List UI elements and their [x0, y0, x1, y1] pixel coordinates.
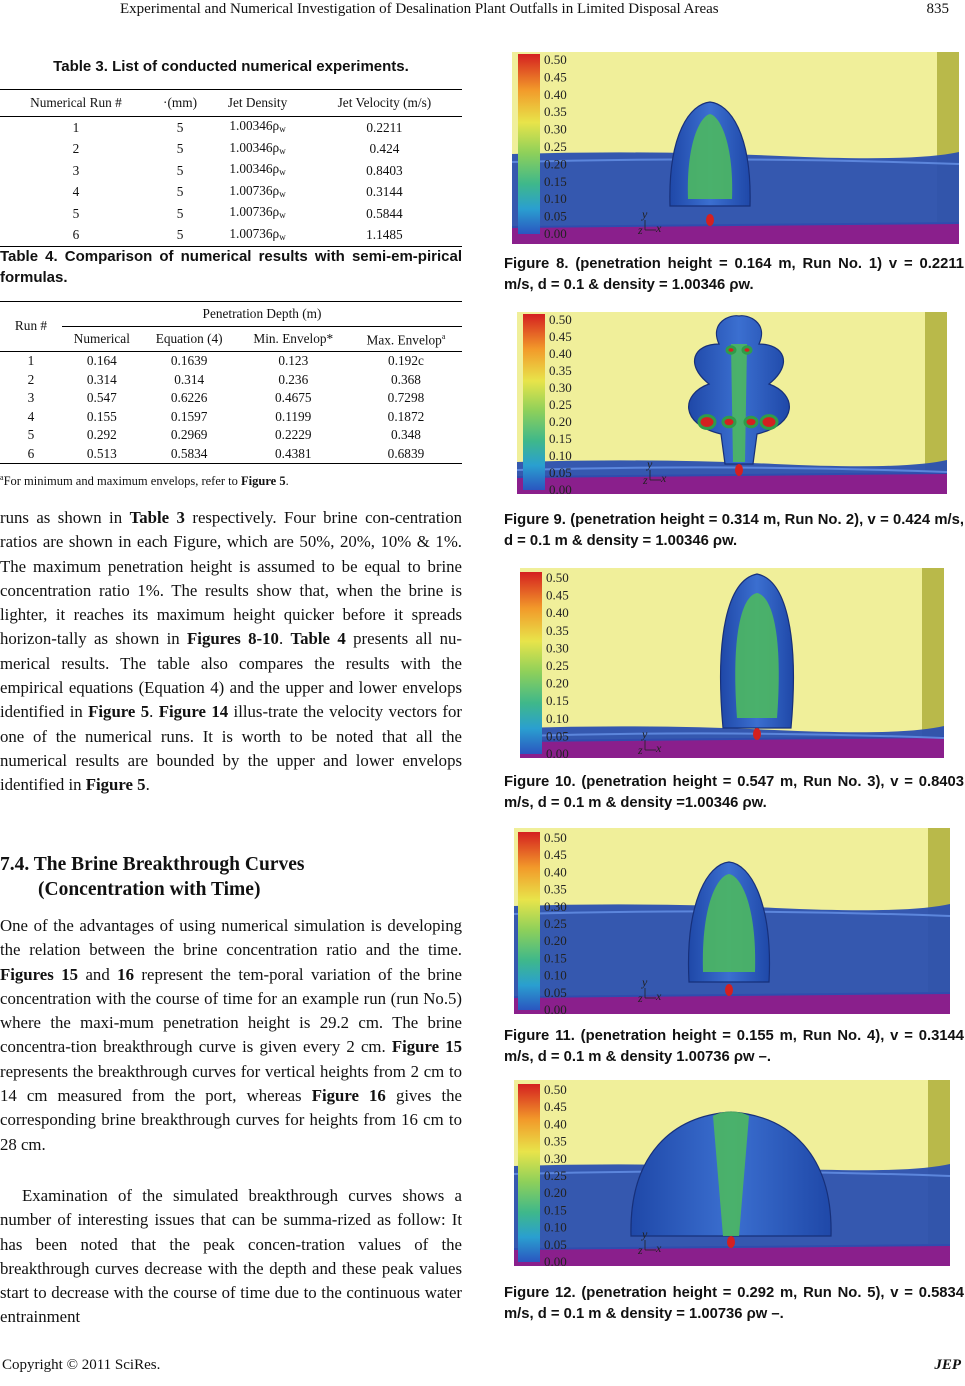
figure-reference: Figure 5	[88, 702, 150, 722]
table4	[0, 301, 462, 464]
table-cell: 2	[27, 371, 35, 387]
table-row	[0, 371, 462, 390]
axis-x-label: x	[656, 221, 662, 235]
colorbar-tick-label: 0.25	[549, 397, 572, 412]
figure-11-caption: Figure 11. (penetration height = 0.155 m, Run No. 4), v = 0.3144 m/s, d = 0.1 m & density 1.00736 ρw –.	[504, 1028, 964, 1065]
axis-y-label: y	[642, 207, 648, 221]
table-cell: 5	[27, 427, 35, 442]
table-cell: 0.2229	[274, 427, 312, 442]
figure-8-image	[512, 52, 959, 244]
body-paragraph-1	[0, 506, 462, 798]
axis-y-label: y	[642, 727, 648, 741]
axis-y-label: y	[642, 1227, 648, 1241]
colorbar-tick-label: 0.20	[546, 675, 569, 691]
figure-reference: Figures 8-10	[187, 629, 279, 649]
figure-reference: Figure 14	[158, 702, 229, 722]
table-cell: 0.1639	[170, 353, 208, 368]
figure-reference: Figures 15	[0, 964, 79, 984]
axis-z-label: z	[638, 991, 643, 1005]
colorbar-tick-label: 0.50	[544, 52, 567, 67]
axis-x-label: x	[656, 989, 662, 1003]
colorbar	[520, 572, 542, 754]
jet-port	[706, 214, 714, 226]
concentration-blob	[723, 417, 735, 427]
colorbar-tick-label: 0.05	[544, 984, 567, 1000]
table-cell: 5	[176, 119, 184, 135]
text-run: illus-trate the velocity vectors for one of the numerical runs. It is worth to be noted that all the numerical results are bounded by the upper and lower envelops identified in	[0, 702, 462, 795]
table-cell: 6	[27, 445, 35, 461]
text-run: respectively. Four brine con-centration ratios are shown in each Figure, which are 50%, 20%, 10% & 1%. The maximum penetration height is assumed to be equal to brine concentration ratio 1%. The results show that, when the brine is lighter, it reaches its maximum height quicker before it spreads horizon-tally as shown in	[0, 508, 462, 649]
axis-y-label: y	[647, 457, 653, 471]
table-cell: 0.292	[86, 427, 117, 442]
text-run: represent the tem-poral variation of the brine concentration with the course of time for an example run (run No.5) where the maxi-mum penetration height is 29.2 cm. The brine concentra-tion breakthrough curve is given every 2 cm.	[0, 964, 463, 1057]
table-cell: 0.424	[369, 141, 400, 156]
table-cell: 3	[72, 162, 80, 178]
colorbar-tick-label: 0.35	[544, 104, 567, 120]
table-cell: $1.00346\rho_w$	[229, 139, 286, 156]
colorbar-tick-label: 0.05	[546, 728, 569, 744]
colorbar	[518, 1084, 540, 1262]
table-cell: 5	[176, 162, 184, 178]
colorbar-tick-label: 0.10	[544, 967, 567, 983]
colorbar-tick-label: 0.00	[546, 746, 569, 758]
table-cell: 5	[72, 205, 80, 221]
text-run: .	[145, 775, 150, 795]
colorbar-tick-label: 0.00	[544, 226, 567, 241]
jet-port	[727, 1236, 735, 1248]
figure-10-image	[520, 568, 944, 758]
table-cell: 0.3144	[366, 184, 403, 199]
figure-reference: Figure 16	[311, 1086, 386, 1106]
text-run: .	[149, 702, 159, 722]
colorbar	[518, 54, 540, 234]
table3-col-run: Numerical Run #	[30, 95, 122, 110]
table4-caption: Table 4. Comparison of numerical results with semi-em-pirical formulas.	[0, 248, 462, 286]
colorbar-tick-label: 0.50	[544, 1082, 567, 1097]
table4-group-header: Penetration Depth (m)	[62, 302, 462, 327]
table3-col-density: Jet Density	[227, 94, 288, 110]
table4-footnote-ref: Figure 5	[241, 474, 286, 489]
table-cell: 0.123	[278, 353, 309, 368]
concentration-blob	[743, 347, 751, 353]
side-wall	[922, 568, 944, 750]
colorbar-tick-label: 0.30	[544, 1150, 567, 1166]
table-cell: 0.2969	[170, 427, 208, 442]
table4-footnote-sup: a	[0, 473, 4, 482]
colorbar-tick-label: 0.10	[546, 710, 569, 726]
colorbar-tick-label: 0.40	[544, 86, 567, 102]
concentration-blob	[727, 347, 735, 353]
colorbar-tick-label: 0.20	[549, 414, 572, 429]
colorbar-tick-label: 0.45	[546, 587, 569, 603]
body-paragraph-3	[0, 1184, 462, 1330]
figure-reference: Table 4	[290, 629, 346, 649]
colorbar-tick-label: 0.50	[544, 830, 567, 845]
table-cell: $1.00346\rho_w$	[229, 161, 286, 177]
body-paragraph-2	[0, 914, 462, 1157]
table-cell: 0.1199	[275, 408, 312, 424]
figure-8-caption: Figure 8. (penetration height = 0.164 m, Run No. 1) v = 0.2211 m/s, d = 0.1 & density = 1.00346 ρw.	[504, 256, 964, 293]
colorbar	[523, 314, 545, 490]
table-cell: 0.314	[174, 371, 205, 387]
table-cell: 5	[176, 141, 184, 156]
colorbar-tick-label: 0.35	[544, 1133, 567, 1149]
page-number: 835	[926, 1, 949, 17]
axis-y-label: y	[642, 975, 648, 989]
table-cell: 0.7298	[387, 390, 425, 405]
figure-12-image	[514, 1080, 950, 1266]
table-cell: 3	[27, 390, 35, 405]
concentration-blob	[745, 417, 757, 427]
colorbar-tick-label: 0.25	[544, 916, 567, 931]
colorbar-tick-label: 0.25	[546, 658, 569, 673]
table3	[0, 89, 462, 247]
table-row	[0, 426, 462, 445]
table-cell: 6	[72, 227, 80, 242]
colorbar-tick-label: 0.35	[549, 363, 572, 378]
colorbar-tick-label: 0.45	[544, 1099, 567, 1115]
colorbar-tick-label: 0.05	[544, 208, 567, 224]
colorbar-tick-label: 0.30	[549, 380, 572, 395]
concentration-blob	[761, 416, 777, 429]
colorbar-tick-label: 0.25	[544, 1168, 567, 1183]
table4-col-max	[350, 327, 462, 352]
section-title-line2: (Concentration with Time)	[38, 879, 261, 900]
table-cell: 0.348	[391, 427, 421, 442]
table-cell: 0.6226	[170, 390, 208, 405]
table-cell: 0.4381	[274, 445, 312, 461]
table4-col-min: Min. Envelop*	[253, 330, 334, 346]
table-cell: 4	[72, 184, 80, 199]
table3-col-diameter: ·(mm)	[163, 94, 198, 110]
axis-x-label: x	[656, 741, 662, 755]
table4-col-max-sup: a	[441, 332, 446, 342]
table-cell: 0.547	[86, 390, 117, 405]
table4-footnote-end: .	[285, 474, 289, 489]
table-cell: 0.5844	[366, 205, 403, 221]
colorbar-tick-label: 0.10	[544, 1219, 567, 1235]
table-row	[0, 117, 462, 139]
colorbar-tick-label: 0.05	[544, 1236, 567, 1252]
colorbar-tick-label: 0.40	[544, 1116, 567, 1132]
table-cell: 0.513	[86, 445, 117, 461]
table-cell: 0.4675	[274, 390, 312, 405]
table-cell: 4	[27, 408, 35, 424]
text-run: .	[278, 629, 291, 649]
figure-reference: 16	[117, 964, 134, 984]
axis-z-label: z	[638, 743, 643, 757]
table-cell: 0.314	[86, 371, 117, 387]
axis-x-label: x	[656, 1241, 662, 1255]
table-row	[0, 160, 462, 182]
colorbar-tick-label: 0.05	[549, 465, 572, 480]
colorbar-tick-label: 0.30	[546, 640, 569, 656]
figure-reference: Table 3	[129, 508, 185, 527]
running-header	[0, 0, 965, 22]
text-run: One of the advantages of using numerical simulation is developing the relation between the brine concentration ratio and the time.	[0, 916, 462, 960]
running-title: Experimental and Numerical Investigation of Desalination Plant Outfalls in Limited Disposal Areas	[120, 1, 719, 17]
colorbar	[518, 832, 540, 1010]
text-run: and	[78, 964, 118, 984]
text-run: Examination of the simulated breakthrough curves shows a number of interesting issues that can be summa-rized as follow: It has been noted that the peak concen-tration values of the breakthrough curves decrease with the depth and these peak values start to decrease with the course of time due to the continuous water entrainment	[0, 1186, 462, 1327]
colorbar-tick-label: 0.40	[544, 864, 567, 880]
colorbar-tick-label: 0.00	[544, 1002, 567, 1014]
text-run: gives the corresponding brine breakthrough curves for heights from 16 cm to 28 cm.	[0, 1086, 462, 1154]
table-cell: 0.236	[278, 371, 309, 387]
text-run: runs as shown in	[0, 508, 130, 527]
table-row	[0, 225, 462, 247]
table4-header-row-1	[0, 302, 462, 327]
table-row	[0, 203, 462, 225]
colorbar-tick-label: 0.00	[549, 482, 572, 494]
section-heading	[0, 852, 462, 902]
table-cell: 5	[176, 227, 184, 242]
section-number: 7.4.	[0, 854, 30, 875]
table-row	[0, 408, 462, 427]
table-cell: $1.00346\rho_w$	[229, 118, 286, 134]
table4-footnote	[0, 473, 462, 489]
colorbar-tick-label: 0.35	[546, 622, 569, 638]
table-cell: 5	[176, 205, 184, 221]
table-cell: 0.192c	[388, 353, 424, 368]
colorbar-tick-label: 0.15	[546, 693, 569, 709]
colorbar-tick-label: 0.15	[549, 431, 572, 446]
table-cell: 0.8403	[366, 162, 403, 178]
journal-abbrev: JEP	[934, 1357, 961, 1373]
colorbar-tick-label: 0.45	[544, 69, 567, 85]
table4-header-row-2	[0, 327, 462, 352]
table-cell: 1.1485	[366, 227, 403, 242]
colorbar-tick-label: 0.30	[544, 898, 567, 914]
table-row	[0, 389, 462, 408]
table-cell: 0.1872	[387, 408, 425, 424]
table4-block	[0, 246, 462, 489]
jet-port	[735, 464, 743, 476]
table3-col-velocity: Jet Velocity (m/s)	[337, 94, 432, 110]
axis-z-label: z	[643, 473, 648, 487]
colorbar-tick-label: 0.15	[544, 173, 567, 189]
copyright: Copyright © 2011 SciRes.	[2, 1357, 161, 1373]
table4-col-run: Run #	[0, 302, 62, 352]
table-cell: $1.00736\rho_w$	[229, 225, 286, 242]
table-cell: 0.2211	[366, 119, 403, 135]
table4-footnote-text: For minimum and maximum envelops, refer to	[3, 474, 242, 489]
table-cell: 1	[27, 353, 35, 368]
figure-9-caption: Figure 9. (penetration height = 0.314 m, Run No. 2), v = 0.424 m/s, d = 0.1 m & density = 1.00346 ρw.	[504, 512, 964, 549]
concentration-blob	[699, 416, 715, 429]
table-cell: 1	[72, 119, 80, 135]
table3-header-row	[0, 90, 462, 117]
colorbar-tick-label: 0.15	[544, 950, 567, 966]
colorbar-tick-label: 0.20	[544, 156, 567, 172]
colorbar-tick-label: 0.35	[544, 881, 567, 897]
figure-9-image	[517, 312, 947, 494]
table3-block	[0, 56, 462, 247]
colorbar-tick-label: 0.00	[544, 1254, 567, 1266]
figure-10-caption: Figure 10. (penetration height = 0.547 m, Run No. 3), v = 0.8403 m/s, d = 0.1 m & density =1.00346 ρw.	[504, 774, 964, 811]
table-row	[0, 182, 462, 204]
figure-11-image	[514, 828, 950, 1014]
table-row	[0, 139, 462, 161]
table4-body	[0, 352, 462, 464]
colorbar-tick-label: 0.30	[544, 121, 567, 137]
colorbar-tick-label: 0.45	[549, 329, 572, 344]
colorbar-tick-label: 0.50	[546, 570, 569, 585]
table-cell: 0.368	[391, 371, 421, 387]
table-cell: $1.00736\rho_w$	[229, 182, 286, 199]
table-cell: 0.5834	[170, 445, 208, 461]
figure-12-caption: Figure 12. (penetration height = 0.292 m, Run No. 5), v = 0.5834 m/s, d = 0.1 m & density = 1.00736 ρw –.	[504, 1285, 964, 1322]
table-cell: 2	[72, 141, 80, 156]
figure-reference: Figure 5	[85, 775, 146, 795]
table3-body	[0, 117, 462, 247]
colorbar-tick-label: 0.10	[544, 191, 567, 207]
colorbar-tick-label: 0.10	[549, 448, 572, 463]
axis-x-label: x	[661, 471, 667, 485]
table-cell: 5	[176, 184, 184, 199]
table4-col-equation: Equation (4)	[155, 330, 223, 346]
axis-z-label: z	[638, 223, 643, 237]
colorbar-tick-label: 0.45	[544, 847, 567, 863]
jet-port	[725, 984, 733, 996]
jet-port	[753, 728, 761, 740]
side-wall	[925, 312, 947, 486]
colorbar-tick-label: 0.50	[549, 312, 572, 327]
table-cell: 0.164	[86, 353, 117, 368]
table-cell: 0.155	[86, 408, 117, 424]
table3-caption: Table 3. List of conducted numerical experiments.	[53, 58, 409, 75]
figure-reference: Figure 15	[391, 1037, 462, 1057]
axis-z-label: z	[638, 1243, 643, 1257]
plume-core	[731, 344, 747, 462]
section-title-line1: The Brine Breakthrough Curves	[33, 854, 305, 875]
table4-col-numerical: Numerical	[73, 331, 130, 346]
table-cell: 0.6839	[387, 445, 425, 461]
colorbar-tick-label: 0.20	[544, 933, 567, 949]
table-cell: 0.1597	[170, 408, 208, 424]
text-run: presents all nu-merical results. The table also compares the results with the empirical equations (Equation 4) and the upper and lower envelops identified in	[0, 629, 463, 722]
table-row	[0, 352, 462, 371]
table-cell: $1.00736\rho_w$	[229, 204, 286, 220]
table-row	[0, 445, 462, 464]
colorbar-tick-label: 0.40	[549, 346, 572, 361]
colorbar-tick-label: 0.40	[546, 605, 569, 621]
text-run: represents the breakthrough curves for vertical heights from 2 cm to 14 cm measured from the port, whereas	[0, 1061, 462, 1106]
table4-col-max-label: Max. Envelop	[366, 332, 442, 348]
colorbar-tick-label: 0.15	[544, 1202, 567, 1218]
colorbar-tick-label: 0.25	[544, 139, 567, 154]
colorbar-tick-label: 0.20	[544, 1185, 567, 1201]
